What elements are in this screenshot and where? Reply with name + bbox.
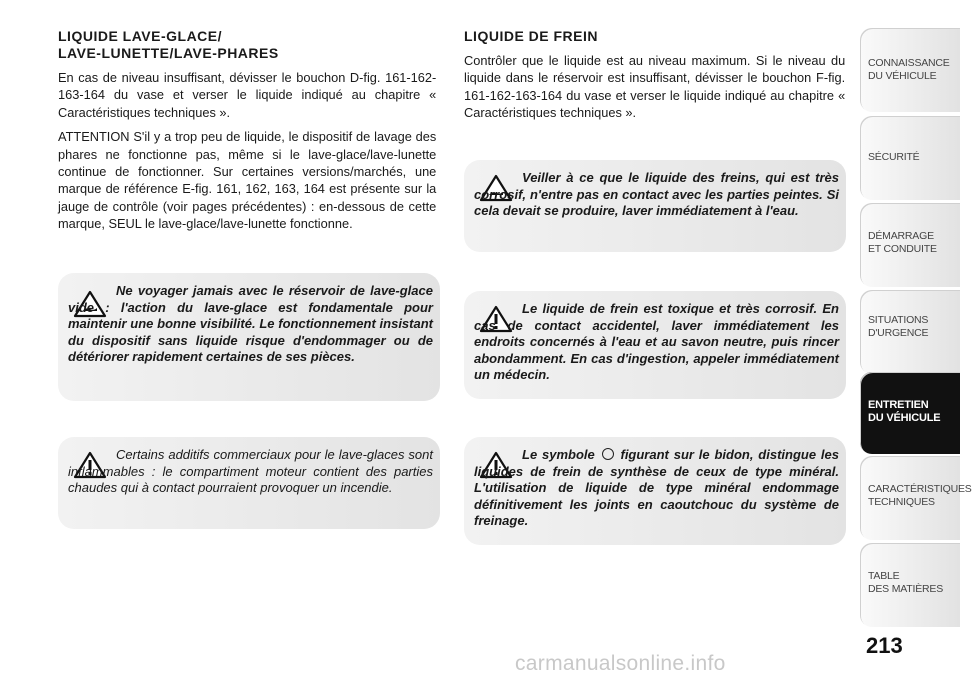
tab-label: CONNAISSANCE DU VÉHICULE	[868, 57, 950, 82]
warning-text: Certains additifs commerciaux pour le lave-glaces sont inflammables : le compartiment moteur contient des parties chaudes qui à contact pourraient provoquer un incendie.	[68, 447, 433, 496]
left-column	[58, 28, 438, 233]
tab-label: CARACTÉRISTIQUES TECHNIQUES	[868, 483, 972, 508]
tab-label: DÉMARRAGE ET CONDUITE	[868, 230, 937, 255]
warning-text: Ne voyager jamais avec le réservoir de lave-glace vide : l'action du lave-glace est fondamentale pour maintenir une bonne visibilité. Le fonctionnement insistant du dispositif sans liquide risque d'endommager ou de détériorer rapidement certaines de ses pièces.	[68, 283, 433, 365]
dot-symbol-icon	[602, 448, 614, 460]
tab-label: ENTRETIEN DU VÉHICULE	[868, 399, 941, 424]
tab-table-des-matieres[interactable]	[860, 543, 960, 627]
section-heading-washer-fluid	[58, 28, 438, 62]
watermark: carmanualsonline.info	[515, 652, 726, 675]
washer-fluid-paragraph-1: En cas de niveau insuffisant, dévisser le bouchon D-fig. 161-162-163-164 du vase et verser le liquide indiqué au chapitre « Caractéristiques techniques ».	[58, 70, 437, 120]
warning-text-part-1: Le symbole	[522, 447, 595, 462]
heading-line-2: LAVE-LUNETTE/LAVE-PHARES	[58, 45, 279, 61]
heading-line-1: LIQUIDE LAVE-GLACE/	[58, 28, 223, 44]
tab-connaissance-du-vehicule[interactable]	[860, 28, 960, 112]
washer-fluid-paragraph-2: ATTENTION S'il y a trop peu de liquide, le dispositif de lavage des phares ne fonctionne pas, même si le lave-glace/lave-lunette continue de fonctionner. Sur certaines versions/marchés, une marque de référence E-fig. 161, 162, 163, 164 est présente sur la jauge de contrôle (voir pages précédentes) : en-dessous de cette marque, SEUL le lave-glace/lave-lunette fonctionne.	[58, 129, 437, 232]
tab-label: SÉCURITÉ	[868, 151, 920, 163]
tab-situations-d-urgence[interactable]	[860, 290, 960, 374]
tab-label: TABLE DES MATIÈRES	[868, 570, 944, 595]
warning-box-empty-reservoir	[58, 273, 440, 401]
brake-fluid-paragraph: Contrôler que le liquide est au niveau maximum. Si le niveau du liquide dans le réservoir est insuffisant, dévisser le bouchon F-fig. 161-162-163-164 du vase et verser le liquide indiqué au chapitre « Caractéristiques techniques ».	[464, 53, 846, 121]
section-heading-brake-fluid: LIQUIDE DE FREIN	[464, 28, 599, 44]
warning-text: Veiller à ce que le liquide des freins, qui est très corrosif, n'entre pas en contact avec les parties peintes. Si cela devait se produire, laver immédiatement à l'eau.	[474, 170, 839, 219]
tab-label: SITUATIONS D'URGENCE	[868, 314, 929, 339]
warning-box-flammable-additives	[58, 437, 440, 529]
warning-text-part-2: figurant sur le bidon, distingue les liquides de frein de synthèse de ceux de type minéral. L'utilisation de liquide de type minéral endommage définitivement les joints en caoutchouc du système de freinage.	[474, 447, 839, 529]
warning-box-toxic-fluid	[464, 291, 846, 399]
right-column	[464, 28, 848, 122]
tab-securite[interactable]	[860, 116, 960, 200]
tab-entretien-du-vehicule[interactable]	[860, 372, 960, 454]
tab-caracteristiques-techniques[interactable]	[860, 456, 972, 540]
warning-box-mineral-fluid	[464, 437, 846, 545]
warning-text: Le liquide de frein est toxique et très corrosif. En cas de contact accidentel, laver immédiatement les endroits concernés à l'eau et au savon neutre, puis rincer abondamment. En cas d'ingestion, appeler immédiatement un médecin.	[474, 301, 839, 383]
warning-box-corrosive-paint	[464, 160, 846, 252]
page-number: 213	[866, 633, 903, 658]
warning-text	[474, 447, 839, 530]
tab-demarrage-et-conduite[interactable]	[860, 203, 960, 287]
